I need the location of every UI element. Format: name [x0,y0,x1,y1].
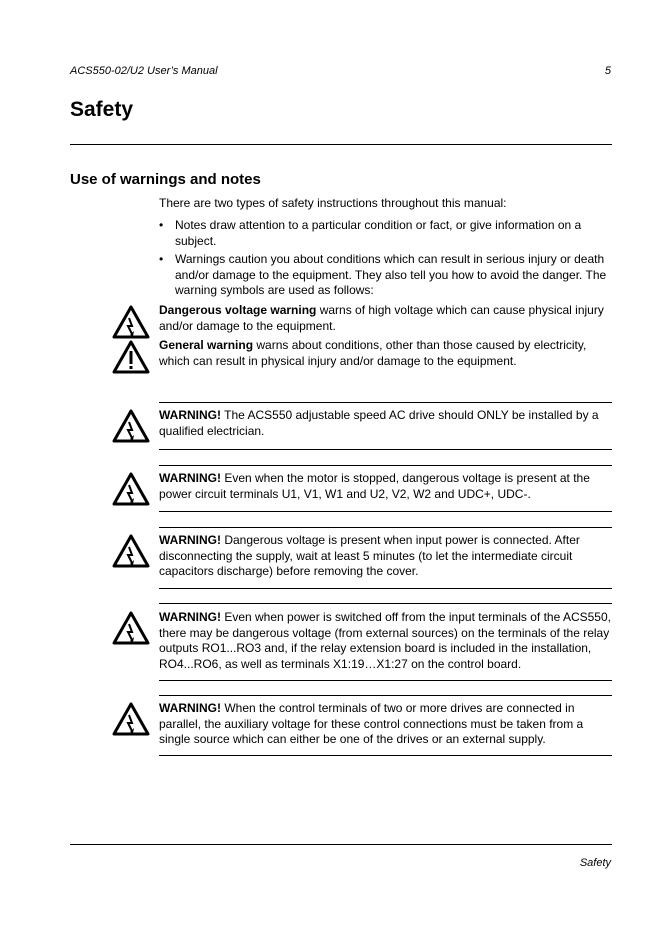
bullet-marker: • [159,218,164,232]
warning-label: WARNING! [159,533,221,547]
warning-body: Even when the motor is stopped, dangerous voltage is present at the power circuit terminals U1, V1, W1 and U2, V2, W2 and UDC+, UDC-. [159,471,590,501]
warning-body: When the control terminals of two or more drives are connected in parallel, the auxiliary voltage for these control connections must be taken from a single source which can either be one of the drives or an external supply. [159,701,584,746]
footer-section-name: Safety [579,857,611,869]
header-manual-title: ACS550-02/U2 User’s Manual [70,65,218,77]
warning-text [159,701,613,748]
warning-text [159,610,613,672]
high-voltage-warning-icon [111,533,151,569]
warning-body: Even when power is switched off from the input terminals of the ACS550, there may be dangerous voltage (from external sources) on the terminals of the relay outputs RO1...RO3 and, if the relay extension board is included in the installation, RO4...RO6, as well as terminals X1:19…X1:27 on the control board. [159,610,611,671]
high-voltage-warning-icon [111,610,151,646]
bullet-text: Notes draw attention to a particular condition or fact, or give information on a subject. [175,218,582,248]
bullet-text: Warnings caution you about conditions which can result in serious injury or death and/or damage to the equipment. They also tell you how to avoid the danger. The warning symbols are used as follows: [175,252,607,297]
footer-divider [70,844,612,845]
header-page-number: 5 [604,65,611,77]
warning-top-rule [159,527,612,528]
warning-top-rule [159,603,612,604]
warning-top-rule [159,695,612,696]
warning-bottom-rule [159,755,612,756]
symbol-label: Dangerous voltage warning [159,303,317,317]
warning-bottom-rule [159,680,612,681]
warning-label: WARNING! [159,471,221,485]
symbol-description [159,338,613,369]
bullet-marker: • [159,252,164,266]
warning-body: Dangerous voltage is present when input power is connected. After disconnecting the supply, wait at least 5 minutes (to let the intermediate circuit capacitors discharge) before removing the cover. [159,533,580,578]
general-warning-icon [111,339,151,375]
warning-body: The ACS550 adjustable speed AC drive should ONLY be installed by a qualified electrician. [159,408,599,438]
symbol-text: warns of high voltage which can cause physical injury and/or damage to the equipment. [159,303,604,333]
symbol-label: General warning [159,338,254,352]
intro-paragraph: There are two types of safety instructions throughout this manual: [159,196,507,210]
page-title: Safety [70,98,134,121]
high-voltage-warning-icon [111,471,151,507]
general-warning-icon [111,701,151,737]
warning-top-rule [159,465,612,466]
title-divider [70,144,612,145]
warning-text [159,408,613,439]
warning-label: WARNING! [159,610,221,624]
symbol-description [159,303,613,334]
warning-text [159,533,613,580]
warning-text [159,471,613,502]
list-item [159,252,613,299]
symbol-text: warns about conditions, other than those caused by electricity, which can result in physical injury and/or damage to the equipment. [159,338,587,368]
list-item [159,218,613,249]
section-heading: Use of warnings and notes [70,171,261,188]
warning-label: WARNING! [159,408,221,422]
warning-bottom-rule [159,449,612,450]
high-voltage-warning-icon [111,408,151,444]
warning-bottom-rule [159,511,612,512]
high-voltage-warning-icon [111,304,151,340]
warning-bottom-rule [159,588,612,589]
warning-top-rule [159,402,612,403]
warning-label: WARNING! [159,701,221,715]
